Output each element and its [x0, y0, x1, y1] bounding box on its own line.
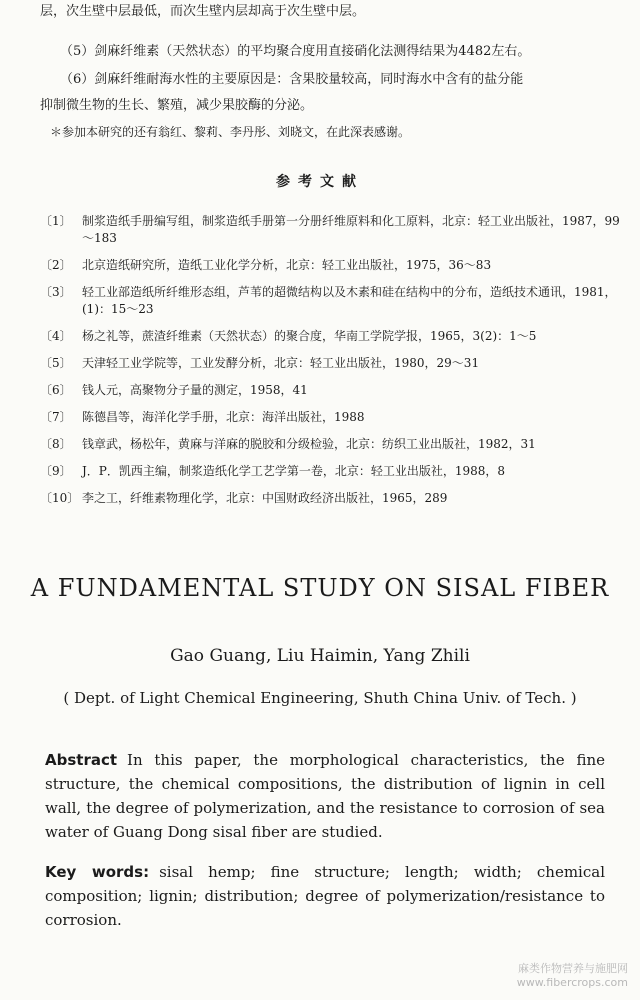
reference-number: 〔5〕	[40, 356, 72, 370]
reference-text: 天津轻工业学院等，工业发酵分析，北京：轻工业出版社，1980，29～31	[82, 356, 480, 370]
reference-text: 轻工业部造纸所纤维形态组，芦苇的超微结构以及木素和硅在结构中的分布，造纸技术通讯，1981，(1)：15～23	[82, 285, 617, 316]
acknowledgement-note: ＊参加本研究的还有翁红、黎莉、李丹彤、刘晓文，在此深表感谢。	[50, 125, 411, 139]
reference-number: 〔6〕	[40, 383, 72, 397]
reference-number: 〔2〕	[40, 258, 72, 272]
reference-number: 〔3〕	[40, 285, 72, 299]
reference-text: 钱人元，高聚物分子量的测定，1958，41	[82, 383, 308, 397]
reference-text: 制浆造纸手册编写组，制浆造纸手册第一分册纤维原料和化工原料，北京：轻工业出版社，1987，99～183	[82, 214, 620, 245]
watermark-site-name: 麻类作物营养与施肥网	[518, 962, 628, 975]
reference-item	[40, 328, 620, 345]
reference-item	[40, 257, 620, 274]
reference-number: 〔4〕	[40, 329, 72, 343]
reference-text: 杨之礼等，蔗渣纤维素（天然状态）的聚合度，华南工学院学报，1965，3(2)：1～5	[82, 329, 537, 343]
keywords-text: sisal hemp; fine structure; length; width; chemical composition; lignin; distribution; degree of polymerization/resistance to corrosion.	[45, 863, 605, 929]
references-heading: 参考文献	[276, 174, 364, 190]
reference-item	[40, 490, 620, 507]
reference-text: 钱章武，杨松年，黄麻与洋麻的脱胶和分级检验，北京：纺织工业出版社，1982，31	[82, 437, 536, 451]
reference-item	[40, 382, 620, 399]
reference-number: 〔1〕	[40, 214, 72, 228]
abstract-label: Abstract	[45, 751, 118, 769]
conclusion-item-6-continued: 抑制微生物的生长、繁殖，减少果胶酶的分泌。	[40, 98, 314, 113]
conclusion-item-5: （5）剑麻纤维素（天然状态）的平均聚合度用直接硝化法测得结果为4482左右。	[60, 44, 531, 59]
reference-text: 李之工，纤维素物理化学，北京：中国财政经济出版社，1965，289	[82, 491, 448, 505]
affiliation: ( Dept. of Light Chemical Engineering, Shuth China Univ. of Tech. )	[63, 689, 577, 707]
site-watermark	[517, 962, 628, 990]
abstract-text: In this paper, the morphological characteristics, the fine structure, the chemical compositions, the distribution of lignin in cell wall, the degree of polymerization, and the resistance to corrosion of sea water of Guang Dong sisal fiber are studied.	[45, 751, 605, 841]
reference-number: 〔8〕	[40, 437, 72, 451]
abstract	[45, 748, 605, 844]
reference-item	[40, 284, 620, 318]
reference-item	[40, 436, 620, 453]
reference-number: 〔7〕	[40, 410, 72, 424]
keywords	[45, 860, 605, 932]
reference-item	[40, 463, 620, 480]
reference-number: 〔9〕	[40, 464, 72, 478]
authors: Gao Guang, Liu Haimin, Yang Zhili	[170, 646, 470, 666]
body-text-line: 层，次生壁中层最低，而次生壁内层却高于次生壁中层。	[40, 4, 366, 19]
reference-text: 陈德昌等，海洋化学手册，北京：海洋出版社，1988	[82, 410, 365, 424]
reference-number: 〔10〕	[40, 491, 80, 505]
reference-text: 北京造纸研究所，造纸工业化学分析，北京：轻工业出版社，1975，36～83	[82, 258, 492, 272]
reference-item	[40, 409, 620, 426]
watermark-url: www.fibercrops.com	[516, 976, 628, 989]
reference-text: J．P．凯西主编，制浆造纸化学工艺学第一卷，北京：轻工业出版社，1988，8	[82, 464, 506, 478]
reference-item	[40, 355, 620, 372]
english-title: A FUNDAMENTAL STUDY ON SISAL FIBER	[30, 574, 610, 602]
references-list	[40, 213, 620, 517]
conclusion-item-6: （6）剑麻纤维耐海水性的主要原因是：含果胶量较高，同时海水中含有的盐分能	[60, 72, 524, 87]
reference-item	[40, 213, 620, 247]
keywords-label: Key words:	[45, 863, 150, 881]
